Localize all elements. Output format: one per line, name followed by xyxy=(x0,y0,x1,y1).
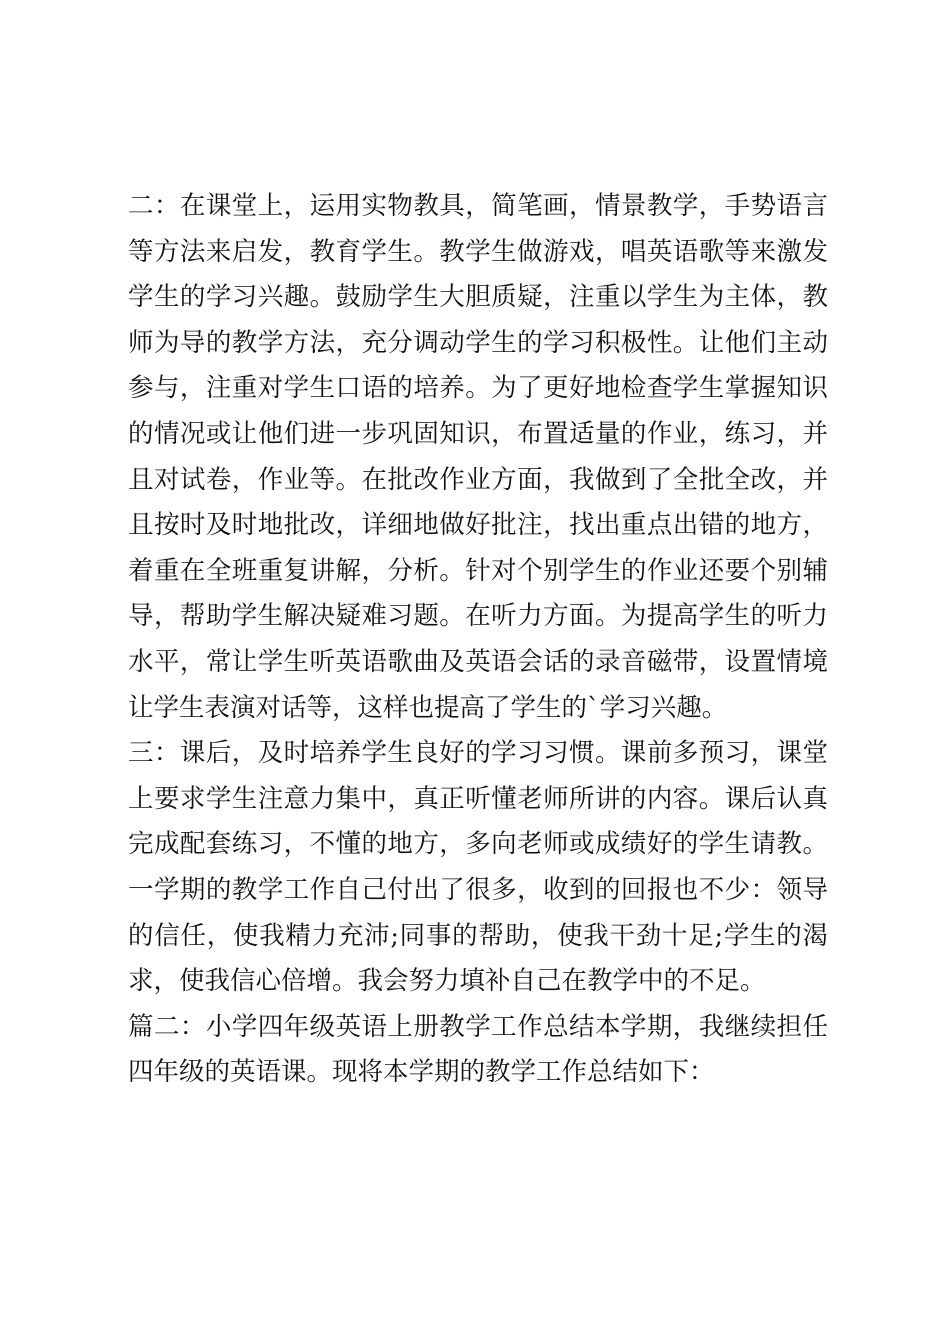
text-line: 让学生表演对话等，这样也提高了学生的`学习兴趣。 xyxy=(128,692,728,723)
text-line: 导，帮助学生解决疑难习题。在听力方面。为提高学生的听力 xyxy=(128,601,828,632)
text-line: 参与，注重对学生口语的培养。为了更好地检查学生掌握知识 xyxy=(128,373,828,404)
text-line: 且对试卷，作业等。在批改作业方面，我做到了全批全改，并 xyxy=(128,464,828,495)
text-line: 着重在全班重复讲解，分析。针对个别学生的作业还要个别辅 xyxy=(128,555,828,586)
text-line: 篇二：小学四年级英语上册教学工作总结本学期，我继续担任 xyxy=(128,1011,828,1042)
text-line: 二：在课堂上，运用实物教具，简笔画，情景教学，手势语言 xyxy=(128,191,828,221)
document-body xyxy=(128,184,828,1096)
text-line: 学生的学习兴趣。鼓励学生大胆质疑，注重以学生为主体，教 xyxy=(128,282,828,313)
text-line: 一学期的教学工作自己付出了很多，收到的回报也不少：领导 xyxy=(128,874,828,905)
text-line: 的信任，使我精力充沛;同事的帮助，使我干劲十足;学生的渴 xyxy=(128,920,828,951)
text-line: 的情况或让他们进一步巩固知识，布置适量的作业，练习，并 xyxy=(128,418,828,449)
text-line: 求，使我信心倍增。我会努力填补自己在教学中的不足。 xyxy=(128,966,766,997)
text-line: 且按时及时地批改，详细地做好批注，找出重点出错的地方， xyxy=(128,510,828,541)
text-line: 四年级的英语课。现将本学期的教学工作总结如下： xyxy=(128,1057,715,1088)
text-line: 三：课后，及时培养学生良好的学习习惯。课前多预习，课堂 xyxy=(128,738,828,769)
text-line: 完成配套练习，不懂的地方，多向老师或成绩好的学生请教。 xyxy=(128,829,828,860)
text-line: 师为导的教学方法，充分调动学生的学习积极性。让他们主动 xyxy=(128,327,828,358)
text-line: 上要求学生注意力集中，真正听懂老师所讲的内容。课后认真 xyxy=(128,783,828,814)
text-line: 等方法来启发，教育学生。教学生做游戏，唱英语歌等来激发 xyxy=(128,236,828,267)
text-line: 水平，常让学生听英语歌曲及英语会话的录音磁带，设置情境 xyxy=(128,646,828,677)
